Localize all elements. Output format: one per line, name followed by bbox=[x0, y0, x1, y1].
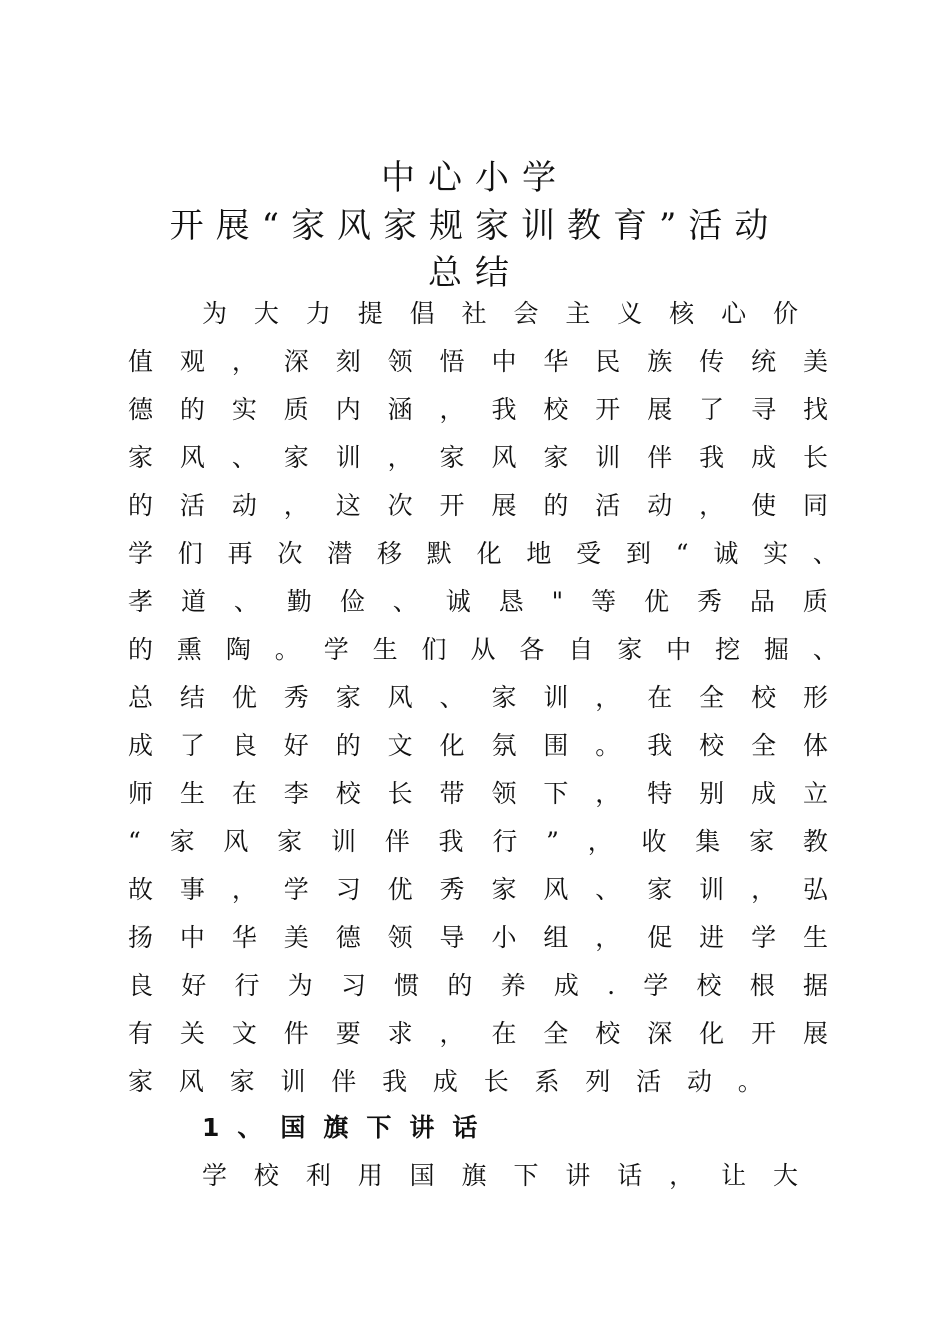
paragraph-line: 成 了 良 好 的 文 化 氛 围 。 我 校 全 体 bbox=[128, 731, 828, 760]
document-title-summary: 总结 bbox=[428, 253, 522, 293]
section-heading: 1、国旗下讲话 bbox=[202, 1113, 496, 1142]
paragraph-line: 师 生 在 李 校 长 带 领 下 ， 特 别 成 立 bbox=[128, 779, 828, 808]
paragraph-line: 孝 道 、 勤 俭 、 诚 恳 " 等 优 秀 品 质 bbox=[128, 587, 828, 616]
paragraph-line: 故 事 ， 学 习 优 秀 家 风 、 家 训 ， 弘 bbox=[128, 875, 828, 904]
paragraph-line: 的 活 动 ， 这 次 开 展 的 活 动 ， 使 同 bbox=[128, 491, 828, 520]
paragraph-line: 家 风 、 家 训 ， 家 风 家 训 伴 我 成 长 bbox=[128, 443, 828, 472]
paragraph-line: 为 大 力 提 倡 社 会 主 义 核 心 价 bbox=[202, 299, 798, 328]
paragraph-line: 值 观 ， 深 刻 领 悟 中 华 民 族 传 统 美 bbox=[128, 347, 828, 376]
paragraph-line: 学 校 利 用 国 旗 下 讲 话 ， 让 大 bbox=[202, 1161, 798, 1190]
paragraph-line: 德 的 实 质 内 涵 ， 我 校 开 展 了 寻 找 bbox=[128, 395, 828, 424]
paragraph-line: 学 们 再 次 潜 移 默 化 地 受 到 “ 诚 实 、 bbox=[128, 539, 838, 568]
document-title-activity: 开展“家风家规家训教育”活动 bbox=[169, 206, 781, 246]
paragraph-line: 总 结 优 秀 家 风 、 家 训 ， 在 全 校 形 bbox=[128, 683, 828, 712]
paragraph-line: “ 家 风 家 训 伴 我 行 ” ， 收 集 家 教 bbox=[128, 827, 828, 856]
paragraph-line: 的 熏 陶 。 学 生 们 从 各 自 家 中 挖 掘 、 bbox=[128, 635, 838, 664]
document-title-school: 中心小学 bbox=[381, 158, 569, 198]
paragraph-line: 扬 中 华 美 德 领 导 小 组 ， 促 进 学 生 bbox=[128, 923, 828, 952]
paragraph-line: 有 关 文 件 要 求 ， 在 全 校 深 化 开 展 bbox=[128, 1019, 828, 1048]
paragraph-line: 良 好 行 为 习 惯 的 养 成 . 学 校 根 据 bbox=[128, 971, 828, 1000]
paragraph-line: 家 风 家 训 伴 我 成 长 系 列 活 动 。 bbox=[128, 1067, 763, 1096]
